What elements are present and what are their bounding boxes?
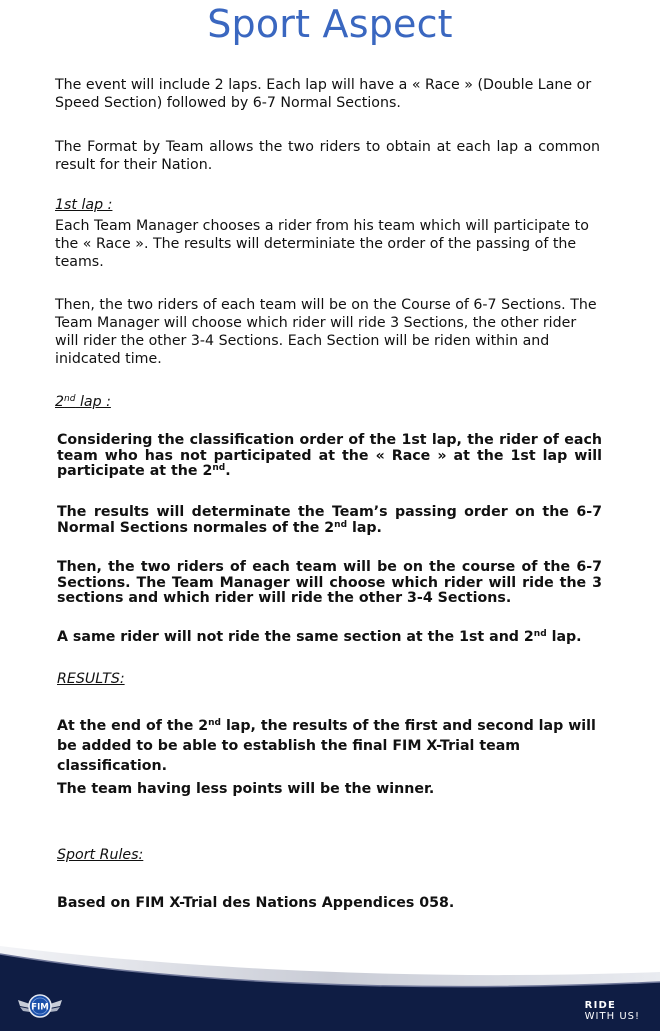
results-heading: RESULTS: xyxy=(57,671,125,687)
lap2-heading-sup: nd xyxy=(64,394,76,404)
results-paragraph-1 xyxy=(57,716,602,776)
lap2-heading xyxy=(55,393,600,411)
results-p1-end: lap, the results of the first and second lap will be added to be able to establish the final FIM X-Trial team classification. xyxy=(57,718,596,774)
lap2-p2-end: lap. xyxy=(347,519,382,536)
lap2-heading-num: 2 xyxy=(55,394,65,410)
footer-banner xyxy=(0,938,660,1031)
lap1-heading: 1st lap : xyxy=(55,197,113,213)
lap2-p4-end: lap. xyxy=(546,629,582,645)
lap2-p1-end: . xyxy=(225,463,231,479)
results-p1-text: At the end of the 2 xyxy=(57,718,209,734)
lap2-paragraph-3: Then, the two riders of each team will be on the course of the 6-7 Sections. The Team Manager will choose which rider will ride the 3 sections and which rider will ride the other 3-4 Sections. xyxy=(57,559,602,606)
lap2-p2-text: The results will determinate the Team’s passing order on the 6-7 Normal Sections normales of the 2 xyxy=(57,504,602,536)
sport-rules-paragraph: Based on FIM X-Trial des Nations Appendices 058. xyxy=(57,895,455,911)
results-paragraph-2: The team having less points will be the winner. xyxy=(57,781,435,797)
lap1-paragraph-2: Then, the two riders of each team will be on the Course of 6-7 Sections. The Team Manager will choose which rider will ride 3 Sections, the other rider will rider the other 3-4 Sections. Each Section will be riden within and inidcated time. xyxy=(55,297,597,367)
slogan-line-1: RIDE xyxy=(584,1000,617,1011)
intro-paragraph: The event will include 2 laps. Each lap will have a « Race » (Double Lane or Speed Section) followed by 6-7 Normal Sections. xyxy=(55,77,592,111)
format-paragraph: The Format by Team allows the two riders to obtain at each lap a common result for their Nation. xyxy=(55,139,600,173)
lap2-paragraph-1 xyxy=(57,433,602,480)
lap2-p4-sup: nd xyxy=(533,629,547,639)
lap1-paragraph-1: Each Team Manager chooses a rider from his team which will participate to the « Race ». The results will determiniate the order of the passing of the teams. xyxy=(55,218,589,270)
lap2-p4-text: A same rider will not ride the same section at the 1st and 2 xyxy=(57,629,534,645)
page-title: Sport Aspect xyxy=(207,2,453,46)
fim-logo-text: FIM xyxy=(31,1002,49,1013)
fim-logo-icon xyxy=(16,989,64,1021)
ride-with-us-slogan xyxy=(585,1000,640,1022)
lap2-p1-sup: nd xyxy=(212,463,226,473)
slogan-line-2: WITH US! xyxy=(584,1011,640,1022)
lap2-heading-rest: lap : xyxy=(75,394,111,410)
lap2-p1-text: Considering the classification order of the 1st lap, the rider of each team who has not participated at the « Race » at the 1st lap will participate at the 2 xyxy=(57,432,602,479)
results-p1-sup: nd xyxy=(208,718,221,728)
sport-rules-heading: Sport Rules: xyxy=(57,847,144,863)
lap2-paragraph-2 xyxy=(57,505,602,536)
lap2-p2-sup: nd xyxy=(334,519,348,530)
lap2-paragraph-4 xyxy=(57,630,602,646)
